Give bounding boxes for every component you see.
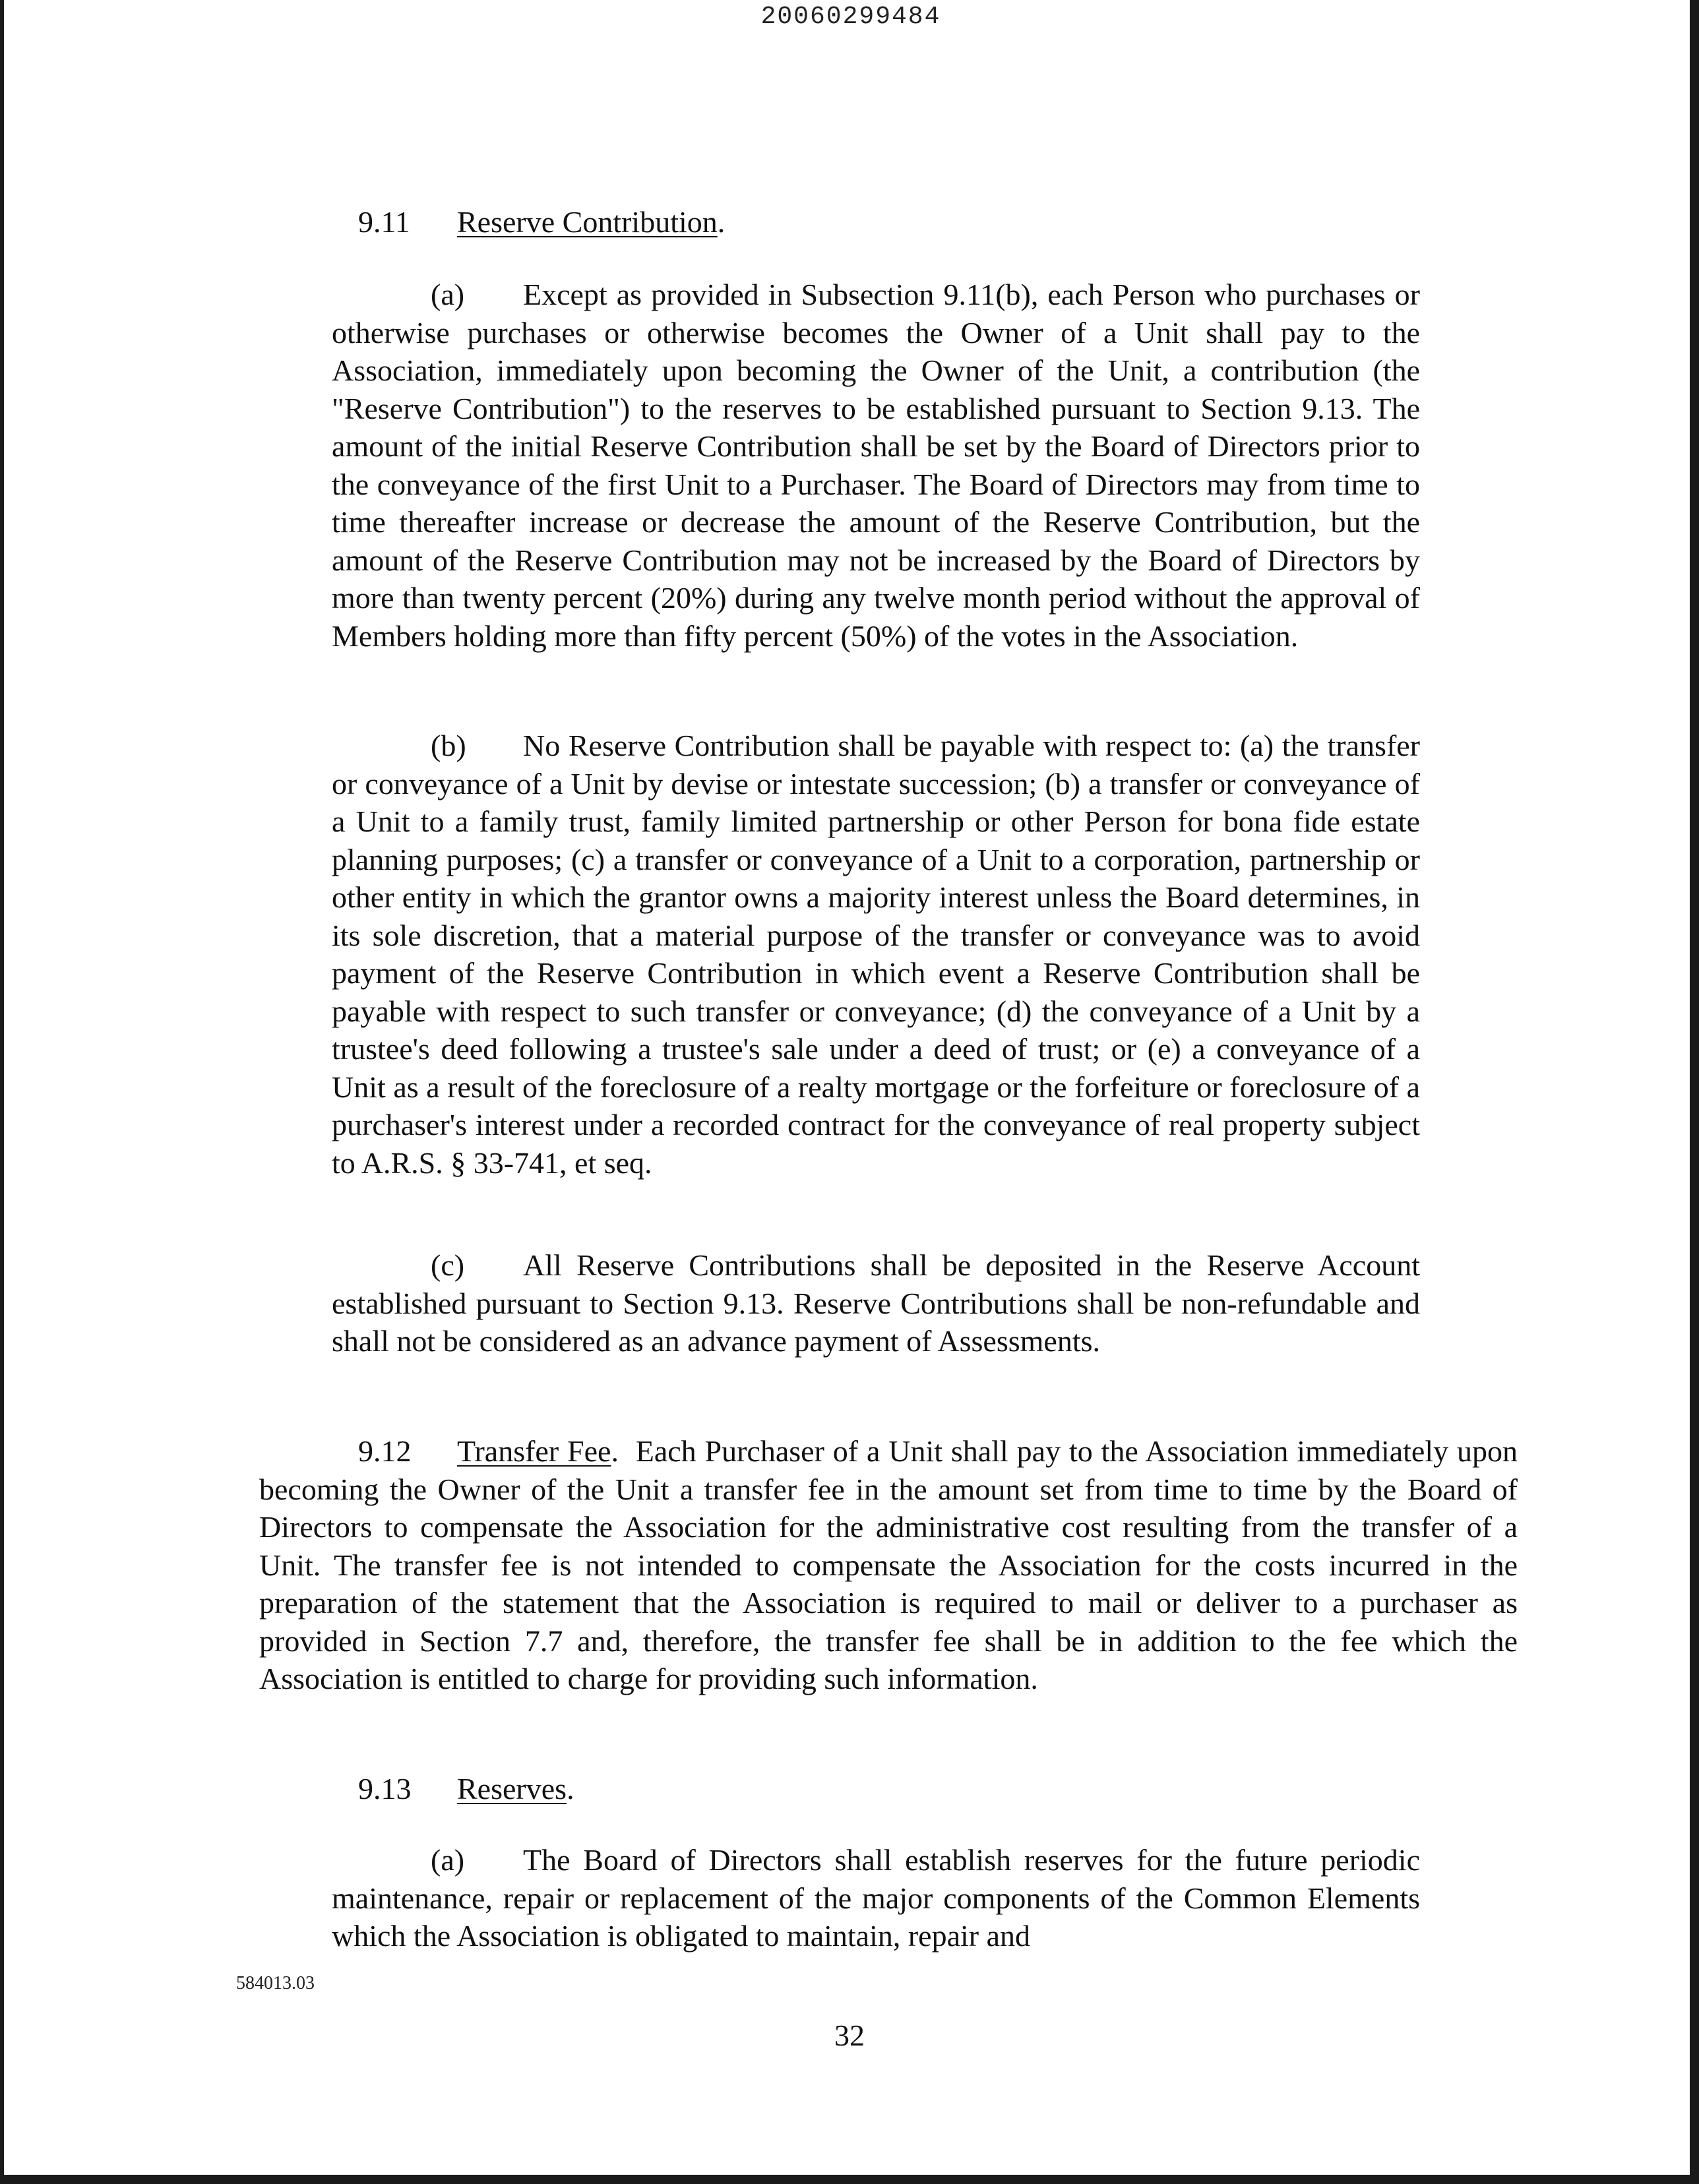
section-9-12-title-period: . — [611, 1434, 619, 1468]
section-9-13-number: 9.13 — [358, 1772, 412, 1805]
document-number: 20060299484 — [760, 3, 941, 31]
section-9-11-c-text: All Reserve Contributions shall be deposited in the Reserve Account established pursuant to Section 9.13. Reserve Contributions shall be non-refundable and shall not be considered as an advance payment of Assessments. — [332, 1248, 1420, 1358]
section-9-11-heading — [358, 203, 725, 241]
section-9-13-a-paragraph — [332, 1841, 1420, 1955]
section-9-13-title: Reserves — [457, 1772, 567, 1805]
section-9-11-b-paragraph — [332, 727, 1420, 1182]
section-9-12-number: 9.12 — [358, 1434, 412, 1468]
section-9-11-c-paragraph — [332, 1246, 1420, 1360]
section-9-13-a-text: The Board of Directors shall establish reserves for the future periodic maintenance, repair or replacement of the major components of the Common Elements which the Association is obligated to maintain, repair and — [332, 1843, 1420, 1953]
scan-edge-left — [0, 0, 4, 2184]
section-9-12-text: Each Purchaser of a Unit shall pay to the Association immediately upon becoming the Owner of the Unit a transfer fee in the amount set from time to time by the Board of Directors to compensate the Association for the administrative cost resulting from the transfer of a Unit. The transfer fee is not intended to compensate the Association for the costs incurred in the preparation of the statement that the Association is required to mail or deliver to a purchaser as provided in Section 7.7 and, therefore, the transfer fee shall be in addition to the fee which the Association is entitled to charge for providing such information. — [259, 1434, 1518, 1695]
section-9-13-a-label: (a) — [431, 1843, 465, 1877]
section-9-11-title-period: . — [717, 205, 726, 239]
section-9-12-paragraph — [259, 1432, 1518, 1698]
section-9-13-title-period: . — [567, 1772, 574, 1805]
section-9-11-b-text: No Reserve Contribution shall be payable with respect to: (a) the transfer or conveyance of a Unit by devise or intestate succession; (b) a transfer or conveyance of a Unit to a family trust, family limited partnership or other Person for bona fide estate planning purposes; (c) a transfer or conveyance of a Unit to a corporation, partnership or other entity in which the grantor owns a majority interest unless the Board determines, in its sole discretion, that a material purpose of the transfer or conveyance was to avoid payment of the Reserve Contribution in which event a Reserve Contribution shall be payable with respect to such transfer or conveyance; (d) the conveyance of a Unit by a trustee's deed following a trustee's sale under a deed of trust; or (e) a conveyance of a Unit as a result of the foreclosure of a realty mortgage or the forfeiture or foreclosure of a purchaser's interest under a recorded contract for the conveyance of real property subject to A.R.S. § 33-741, et seq. — [332, 729, 1420, 1180]
page-number: 32 — [834, 2018, 865, 2052]
section-9-12-title: Transfer Fee — [457, 1434, 611, 1468]
scan-edge-right — [1690, 0, 1699, 2184]
section-9-11-number: 9.11 — [358, 205, 410, 239]
section-9-11-a-paragraph — [332, 276, 1420, 655]
section-9-13-heading — [358, 1770, 574, 1808]
section-9-11-c-label: (c) — [431, 1248, 465, 1282]
section-9-11-a-text: Except as provided in Subsection 9.11(b), each Person who purchases or otherwise purchases or otherwise becomes the Owner of a Unit shall pay to the Association, immediately upon becoming the Owner of the Unit, a contribution (the "Reserve Contribution") to the reserves to be established pursuant to Section 9.13. The amount of the initial Reserve Contribution shall be set by the Board of Directors prior to the conveyance of the first Unit to a Purchaser. The Board of Directors may from time to time thereafter increase or decrease the amount of the Reserve Contribution, but the amount of the Reserve Contribution may not be increased by the Board of Directors by more than twenty percent (20%) during any twelve month period without the approval of Members holding more than fifty percent (50%) of the votes in the Association. — [332, 278, 1420, 653]
section-9-11-title: Reserve Contribution — [457, 205, 718, 239]
footer-document-id: 584013.03 — [236, 1973, 315, 1993]
section-9-11-b-label: (b) — [431, 729, 466, 762]
scan-edge-bottom — [0, 2175, 1699, 2184]
section-9-11-a-label: (a) — [431, 278, 465, 311]
